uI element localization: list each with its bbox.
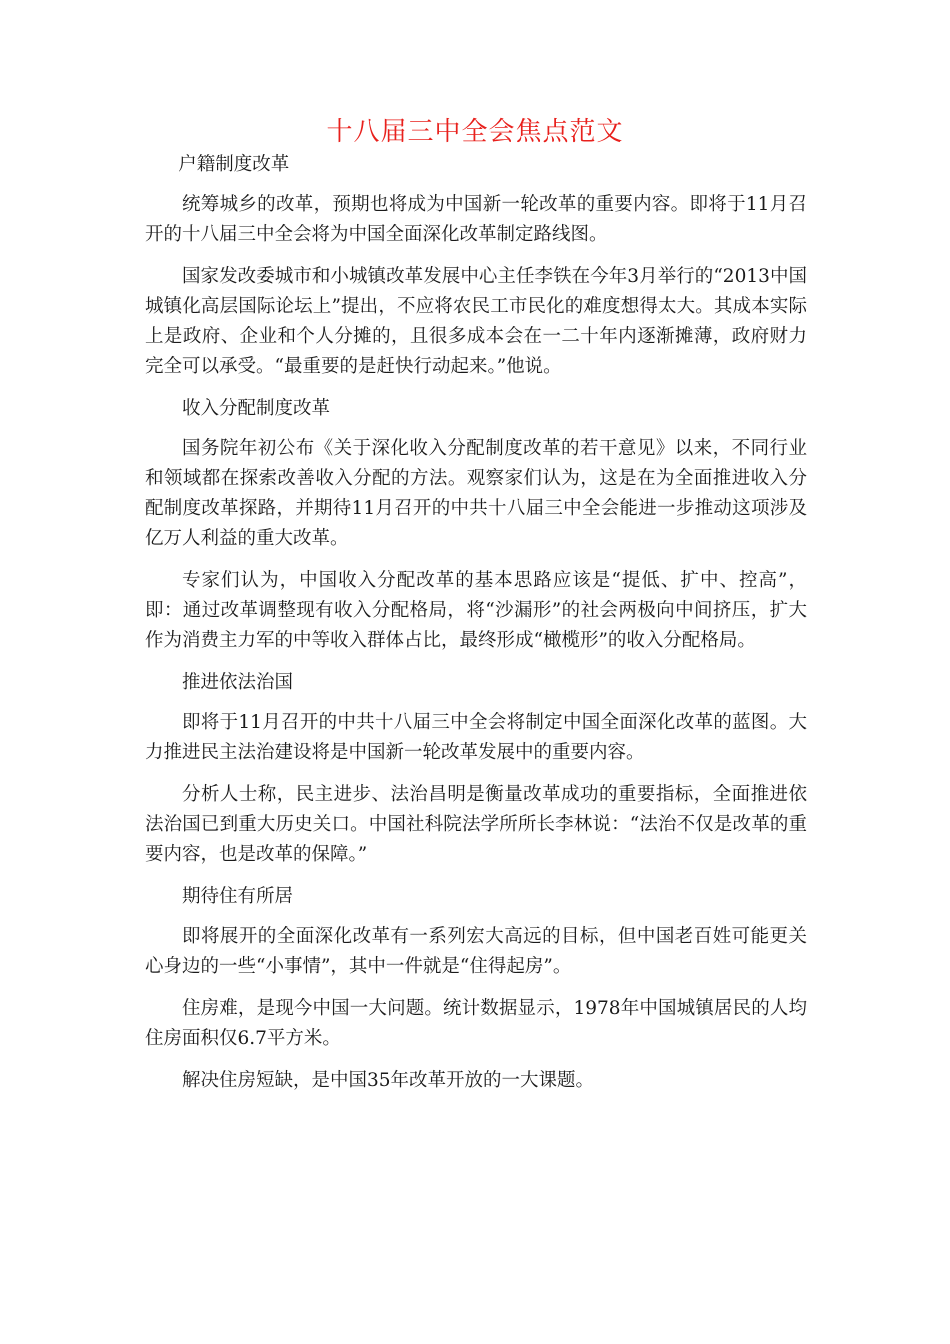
paragraph: 解决住房短缺，是中国35年改革开放的一大课题。 [182, 1070, 595, 1091]
section-heading-hukou: 户籍制度改革 [178, 154, 290, 175]
paragraph: 即将展开的全面深化改革有一系列宏大高远的目标，但中国老百姓可能更关心身边的一些“小事情”，其中一件就是“住得起房”。 [145, 926, 807, 977]
paragraph: 统筹城乡的改革，预期也将成为中国新一轮改革的重要内容。即将于11月召开的十八届三中全会将为中国全面深化改革制定路线图。 [145, 194, 807, 245]
paragraph: 住房难，是现今中国一大问题。统计数据显示，1978年中国城镇居民的人均住房面积仅6.7平方米。 [145, 998, 807, 1049]
paragraph: 国务院年初公布《关于深化收入分配制度改革的若干意见》以来，不同行业和领域都在探索改善收入分配的方法。观察家们认为，这是在为全面推进收入分配制度改革探路，并期待11月召开的中共十八届三中全会能进一步推动这项涉及亿万人利益的重大改革。 [145, 438, 807, 549]
paragraph: 国家发改委城市和小城镇改革发展中心主任李铁在今年3月举行的“2013中国城镇化高层国际论坛上”提出，不应将农民工市民化的难度想得太大。其成本实际上是政府、企业和个人分摊的，且很多成本会在一二十年内逐渐摊薄，政府财力完全可以承受。“最重要的是赶快行动起来。”他说。 [145, 266, 807, 377]
section-heading-income: 收入分配制度改革 [182, 398, 331, 419]
document-body [145, 150, 807, 1108]
section-heading-housing: 期待住有所居 [182, 886, 294, 907]
document-title: 十八届三中全会焦点范文 [326, 117, 624, 147]
paragraph: 即将于11月召开的中共十八届三中全会将制定中国全面深化改革的蓝图。大力推进民主法治建设将是中国新一轮改革发展中的重要内容。 [145, 712, 807, 763]
section-heading-rule-of-law: 推进依法治国 [182, 672, 294, 693]
paragraph: 分析人士称，民主进步、法治昌明是衡量改革成功的重要指标，全面推进依法治国已到重大历史关口。中国社科院法学所所长李林说：“法治不仅是改革的重要内容，也是改革的保障。” [145, 784, 807, 865]
paragraph: 专家们认为，中国收入分配改革的基本思路应该是“提低、扩中、控高”，即：通过改革调整现有收入分配格局，将“沙漏形”的社会两极向中间挤压，扩大作为消费主力军的中等收入群体占比，最终形成“橄榄形”的收入分配格局。 [145, 570, 807, 651]
